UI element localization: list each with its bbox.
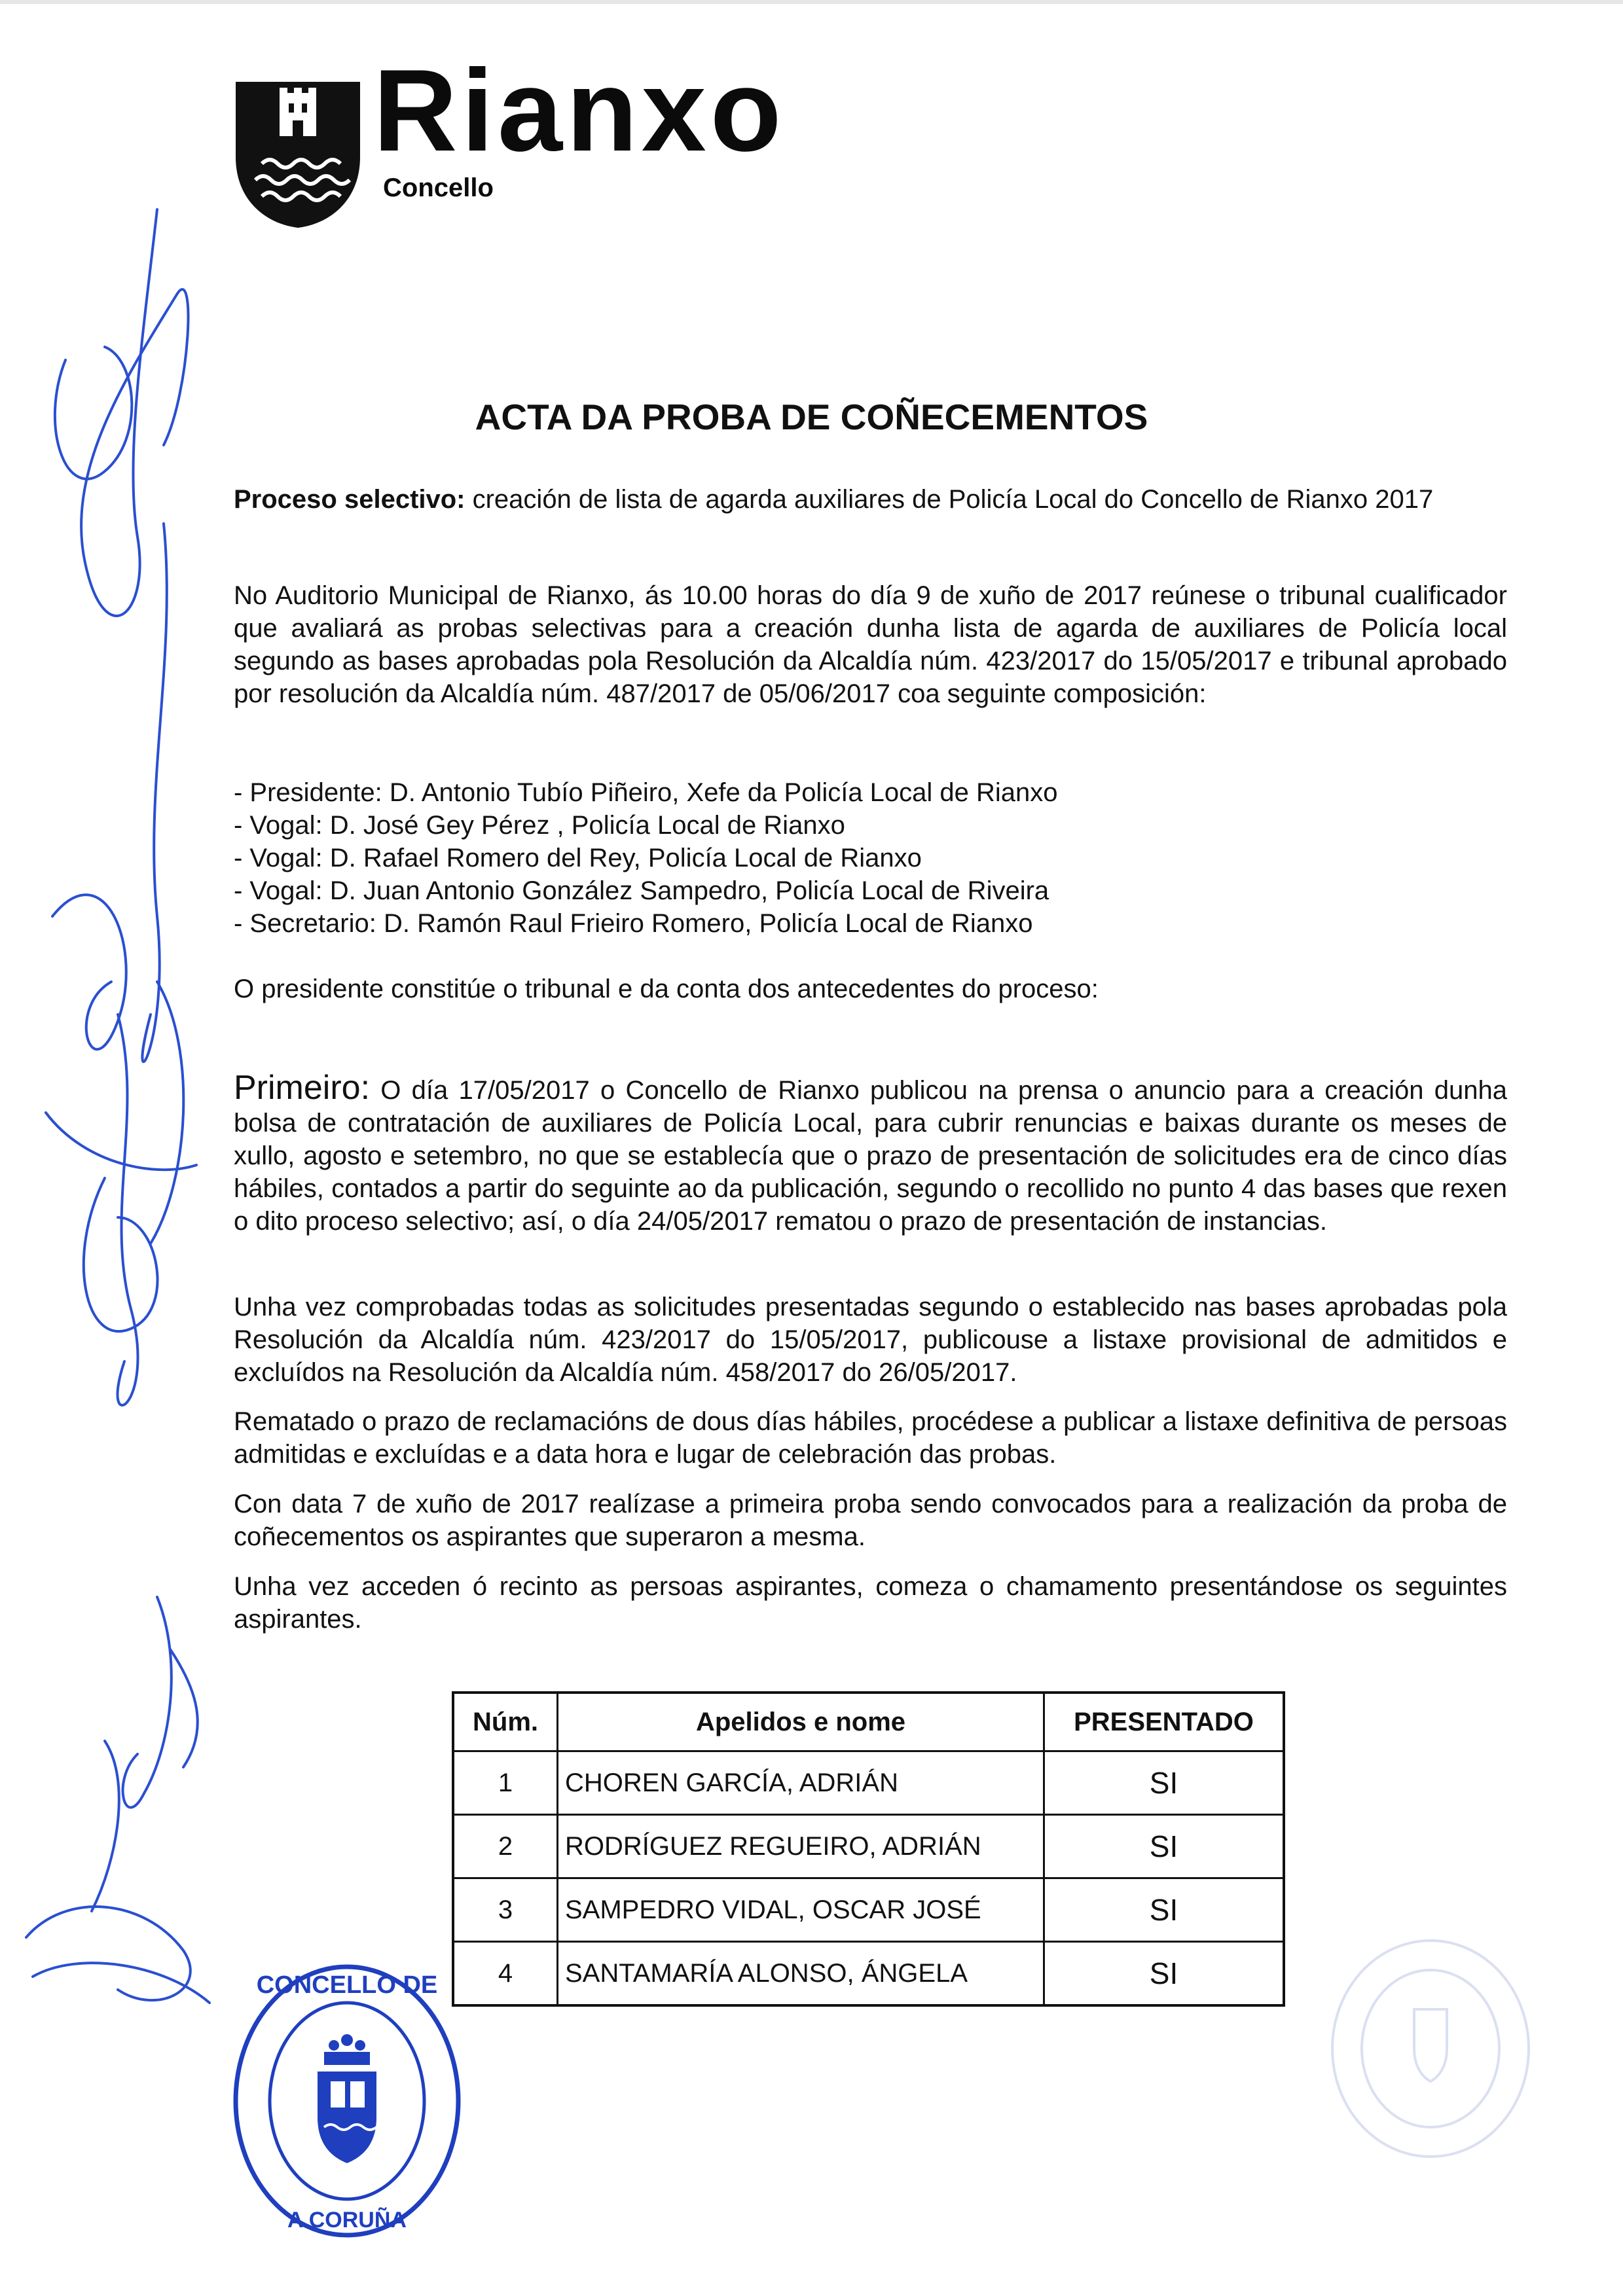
table-row	[453, 1815, 1284, 1878]
row-name: SAMPEDRO VIDAL, OSCAR JOSÉ	[558, 1878, 1044, 1942]
table-row	[453, 1751, 1284, 1815]
paragraph-4	[234, 1488, 1507, 1553]
row-num: 2	[453, 1815, 558, 1878]
process-label: Proceso selectivo:	[234, 485, 465, 514]
signature-margin-upper	[26, 196, 242, 1702]
member-item: - Vogal: D. Juan Antonio González Sampedro, Policía Local de Riveira	[234, 876, 1049, 905]
paragraph-2-text: Unha vez comprobadas todas as solicitudes presentadas segundo o establecido nas bases aprobadas pola Resolución da Alcaldía núm. 423/2017 do 15/05/2017, publicouse a listaxe provisional de admitidos e excluídos na Resolución da Alcaldía núm. 458/2017 do 26/05/2017.	[234, 1293, 1507, 1387]
header-name: Apelidos e nome	[558, 1693, 1044, 1751]
row-presented: SI	[1044, 1878, 1285, 1942]
brand-subtitle: Concello	[383, 173, 494, 202]
member-item: - Vogal: D. Rafael Romero del Rey, Policía Local de Rianxo	[234, 844, 922, 872]
paragraph-4-text: Con data 7 de xuño de 2017 realízase a primeira proba sendo convocados para a realización da proba de coñecementos os aspirantes que superaron a mesma.	[234, 1490, 1507, 1551]
process-paragraph	[234, 483, 1507, 516]
primeiro-text: O día 17/05/2017 o Concello de Rianxo publicou na prensa o anuncio para a creación dunha bolsa de contratación de auxiliares de Policía Local, para cubrir renuncias e baixas durante os meses de xullo, agosto e setembro, no que se establecía que o prazo de presentación de solicitudes era de cinco días hábiles, contados a partir do seguinte ao da publicación, segundo o recollido no punto 4 das bases que rexen o dito proceso selectivo; así, o día 24/05/2017 rematou o prazo de presentación de instancias.	[234, 1076, 1507, 1236]
seal-text-top: CONCELLO DE	[256, 1971, 438, 1999]
table-header-row	[453, 1693, 1284, 1751]
row-name: SANTAMARÍA ALONSO, ÁNGELA	[558, 1942, 1044, 2006]
row-presented: SI	[1044, 1942, 1285, 2006]
paragraph-3	[234, 1405, 1507, 1471]
header-logo	[232, 45, 822, 236]
municipal-seal	[226, 1954, 468, 2242]
row-name: CHOREN GARCÍA, ADRIÁN	[558, 1751, 1044, 1815]
brand-name: Rianxo	[373, 45, 786, 175]
row-name: RODRÍGUEZ REGUEIRO, ADRIÁN	[558, 1815, 1044, 1878]
table-row	[453, 1878, 1284, 1942]
embossed-stamp	[1322, 1931, 1539, 2166]
primeiro-paragraph	[234, 1071, 1507, 1238]
row-presented: SI	[1044, 1815, 1285, 1878]
row-num: 3	[453, 1878, 558, 1942]
paragraph-2	[234, 1291, 1507, 1389]
row-num: 4	[453, 1942, 558, 2006]
row-num: 1	[453, 1751, 558, 1815]
header-num: Núm.	[453, 1693, 558, 1751]
paragraph-3-text: Rematado o prazo de reclamacións de dous días hábiles, procédese a publicar a listaxe definitiva de persoas admitidas e excluídas e a data hora e lugar de celebración das probas.	[234, 1407, 1507, 1469]
member-item: - Presidente: D. Antonio Tubío Piñeiro, Xefe da Policía Local de Rianxo	[234, 778, 1058, 807]
top-edge	[0, 0, 1623, 4]
primeiro-label: Primeiro:	[234, 1069, 371, 1107]
header-presented: PRESENTADO	[1044, 1693, 1285, 1751]
intro-paragraph	[234, 579, 1507, 710]
document-title: ACTA DA PROBA DE COÑECEMENTOS	[475, 397, 1148, 437]
member-item: - Vogal: D. José Gey Pérez , Policía Local de Rianxo	[234, 811, 845, 840]
intro-text: No Auditorio Municipal de Rianxo, ás 10.00 horas do día 9 de xuño de 2017 reúnese o tribunal cualificador que avaliará as probas selectivas para a creación dunha lista de agarda de auxiliares de Policía local segundo as bases aprobadas pola Resolución da Alcaldía núm. 423/2017 do 15/05/2017 e tribunal aprobado por resolución da Alcaldía núm. 487/2017 de 05/06/2017 coa seguinte composición:	[234, 581, 1507, 708]
table-row	[453, 1942, 1284, 2006]
tribunal-members-list	[234, 776, 1507, 940]
member-item: - Secretario: D. Ramón Raul Frieiro Romero, Policía Local de Rianxo	[234, 909, 1033, 938]
president-statement-text: O presidente constitúe o tribunal e da conta dos antecedentes do proceso:	[234, 975, 1099, 1003]
applicants-table	[452, 1691, 1285, 2007]
process-text: creación de lista de agarda auxiliares de Policía Local do Concello de Rianxo 2017	[465, 485, 1434, 514]
paragraph-5-text: Unha vez acceden ó recinto as persoas aspirantes, comeza o chamamento presentándose os seguintes aspirantes.	[234, 1572, 1507, 1634]
row-presented: SI	[1044, 1751, 1285, 1815]
signature-margin-lower	[13, 1584, 262, 2042]
paragraph-5	[234, 1570, 1507, 1636]
castle-waves-shield-icon	[232, 79, 363, 229]
seal-text-bottom: A CORUÑA	[287, 2208, 407, 2233]
president-statement	[234, 973, 1507, 1005]
